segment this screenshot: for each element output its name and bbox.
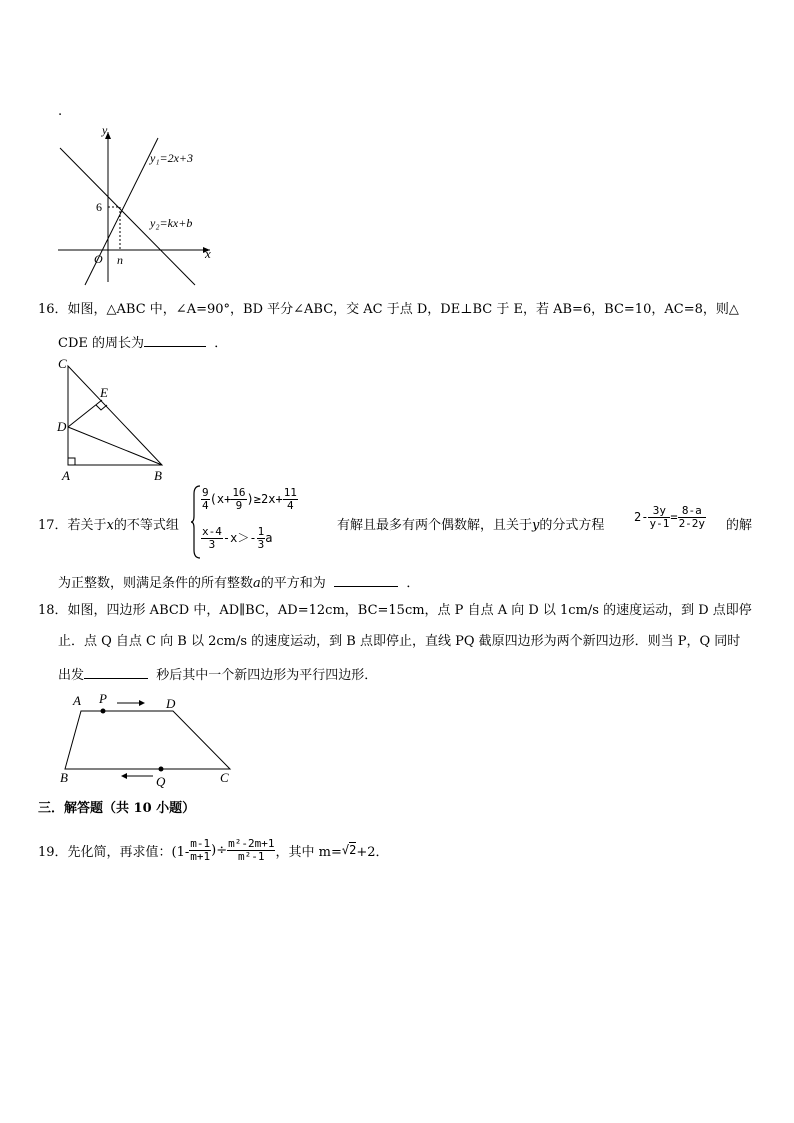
right-angle-e <box>96 405 107 410</box>
q19-frac2: $\frac{\text{m²-2m+1}}{\text{m²-1}}$ <box>228 837 275 863</box>
line2-label: y₂=kx+b <box>150 216 193 230</box>
linear-functions-graph <box>50 120 230 290</box>
q17-ineq1-rest: )≥2x+ <box>246 492 283 506</box>
label-c: C <box>220 770 229 785</box>
q16-end: ． <box>214 336 228 351</box>
trapezoid-figure <box>55 690 240 788</box>
q17-end: ． <box>406 576 420 591</box>
q17-ineq2-tail: a <box>265 531 273 545</box>
point-q <box>159 767 164 772</box>
q16-line1 <box>38 302 739 318</box>
x-axis-label: x <box>205 246 211 261</box>
label-e: E <box>100 385 108 400</box>
trapezoid-abcd <box>65 711 230 769</box>
q19-tail-post: +2． <box>356 845 389 860</box>
q16-text2: CDE 的周长为 <box>58 336 144 351</box>
q18-line2: 止．点 Q 自点 C 向 B 以 2cm/s 的速度运动，到 B 点即停止，直线 PQ 截原四边形为两个新四边形．则当 P，Q 同时 <box>58 634 741 649</box>
q19-tail-pre: ，其中 m= <box>275 845 342 860</box>
q17-line2 <box>58 573 419 592</box>
arrow-q-head <box>121 773 127 779</box>
q16-number: 16． <box>38 302 68 317</box>
q17-inequality-2 <box>201 526 272 551</box>
q18-line3-post: 秒后其中一个新四边形为平行四边形． <box>156 668 378 683</box>
q17-ineq2-frac1: $\frac{x-4}{3}$ <box>202 525 222 551</box>
q16-answer-blank[interactable] <box>144 333 206 347</box>
q17-eq-frac2: $\frac{8-a}{2-2y}$ <box>678 504 706 530</box>
q18-line3-pre: 出发 <box>58 668 85 683</box>
segment-bd <box>68 427 162 465</box>
n-label: n <box>117 253 123 267</box>
q17-line2-pre: 为正整数，则满足条件的所有整数 <box>58 576 254 591</box>
q17-line2-mid: 的平方和为 <box>260 576 326 591</box>
q17-number: 17．若关于 <box>38 518 107 533</box>
label-q: Q <box>156 774 166 788</box>
right-angle-a <box>68 458 75 465</box>
section-title: 三．解答题（共 10 小题） <box>38 801 196 816</box>
label-p: P <box>99 691 107 706</box>
q17-equation <box>634 505 706 530</box>
label-a: A <box>73 693 81 708</box>
q17-var-x: x <box>106 518 114 533</box>
q17-text-a: 的不等式组 <box>113 518 179 533</box>
q17-answer-blank[interactable] <box>334 573 398 587</box>
q19-line <box>38 838 388 863</box>
q18-line3 <box>58 665 377 684</box>
label-c: C <box>58 356 67 371</box>
origin-label: O <box>94 252 103 266</box>
q17-ineq1-frac2: $\frac{16}{9}$ <box>232 486 246 512</box>
arrow-p-head <box>139 700 145 706</box>
q16-text: 如图，△ABC 中，∠A=90°，BD 平分∠ABC，交 AC 于点 D，DE⊥BC 于 E，若 AB=6，BC=10，AC=8，则△ <box>67 302 739 317</box>
q17-ineq1-frac3: $\frac{11}{4}$ <box>283 486 297 512</box>
leading-dot: . <box>58 104 63 119</box>
q17-var-y: y <box>532 518 540 533</box>
q19-mid: )÷ <box>211 843 228 858</box>
triangle-abc-figure <box>52 352 172 484</box>
q17-var-a: a <box>253 576 261 591</box>
q17-rest <box>337 514 604 533</box>
q17-ineq1-frac1: $\frac{9}{4}$ <box>202 486 209 512</box>
q19-lead: 19．先化简，再求值：(1- <box>38 845 190 860</box>
six-label: 6 <box>96 200 102 214</box>
q16-line2 <box>58 333 227 352</box>
segment-de <box>68 400 102 427</box>
q17-ineq1-mid: (x+ <box>209 492 232 506</box>
q17-ineq2-mid: -x＞- <box>222 531 257 545</box>
q19-sqrt: √2 <box>341 843 357 857</box>
line1-label: y₁=2x+3 <box>150 151 194 165</box>
y-axis-label: y <box>102 123 108 137</box>
label-d: D <box>166 696 176 711</box>
q19-frac1: $\frac{m-1}{m+1}$ <box>190 837 211 863</box>
q17-text-b: 有解且最多有两个偶数解，且关于 <box>337 518 533 533</box>
q18-answer-blank[interactable] <box>84 665 148 679</box>
q17-text-d: 的解 <box>726 518 753 533</box>
q17-inequality-1 <box>201 487 298 512</box>
q18-line1: 18．如图，四边形 ABCD 中，AD∥BC，AD=12cm，BC=15cm，点 P 自点 A 向 D 以 1cm/s 的速度运动，到 D 点即停 <box>38 603 752 618</box>
point-p <box>101 709 106 714</box>
label-b: B <box>60 770 68 785</box>
q17-ineq2-frac2: $\frac{1}{3}$ <box>257 525 265 551</box>
q17-lead <box>38 514 179 533</box>
label-b: B <box>154 468 162 483</box>
q17-eq-pre: 2- <box>634 510 649 524</box>
label-d: D <box>57 419 67 434</box>
q17-eq-frac1: $\frac{3y}{y-1}$ <box>649 504 670 530</box>
q17-eq-equals: = <box>670 510 678 524</box>
q17-text-c: 的分式方程 <box>539 518 605 533</box>
label-a: A <box>62 468 70 483</box>
